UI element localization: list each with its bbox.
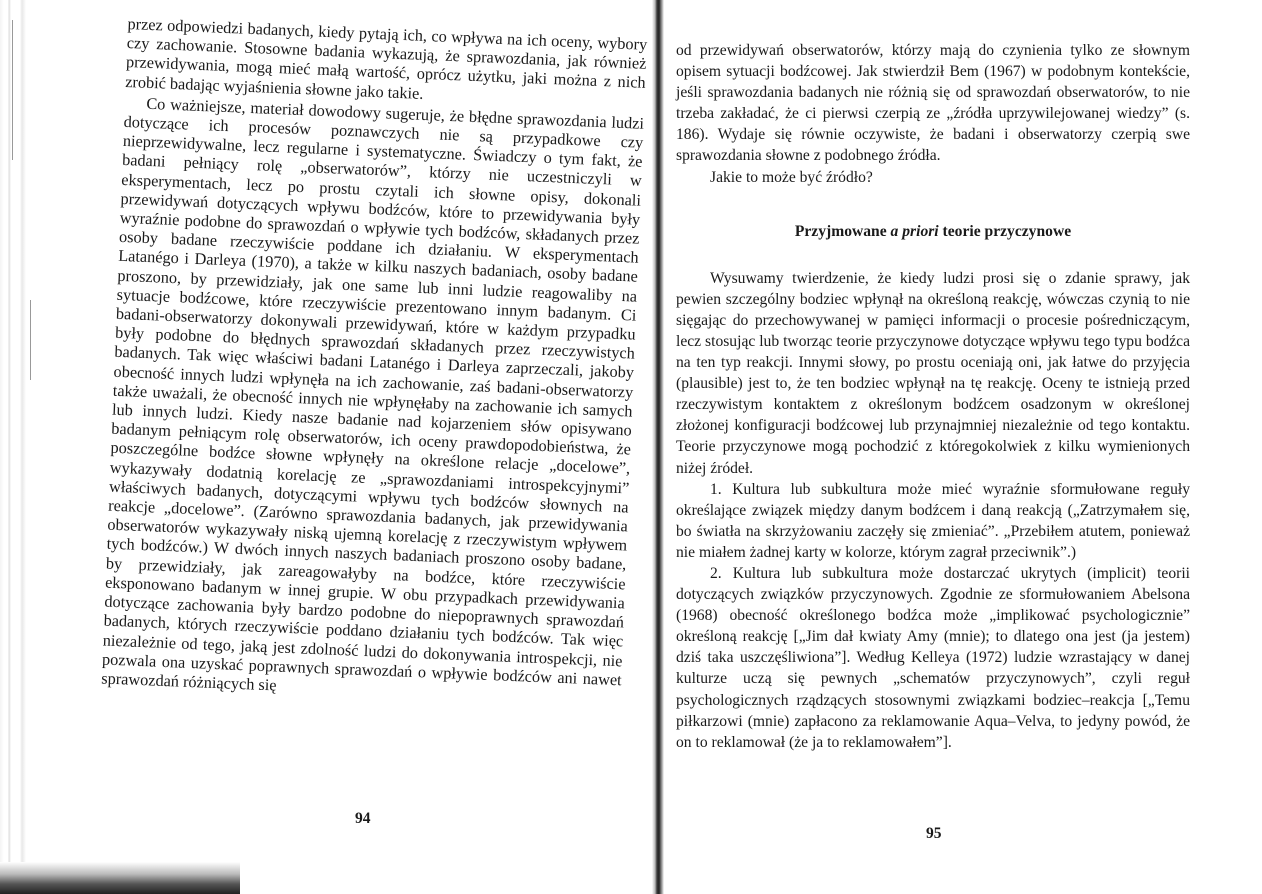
scan-edge-line: [30, 300, 31, 380]
paragraph: Co ważniejsze, materiał dowodowy sugeruje, że błędne sprawozdania ludzi dotyczące ich procesów poznawczych nie są przypadkowe czy nieprzewidywalne, lecz regularne i systematyczne. Świadczy o tym fakt, że badani pełniący rolę „obserwatorów”, którzy nie uczestniczyli w eksperymentach, lecz po prostu czytali ich słowne opisy, dokonali przewidywań dotyczących wpływu bodźców, które to przewidywania były wyraźnie podobne do sprawozdań o wpływie tych bodźców, składanych przez osoby badane rzeczywiście poddane ich działaniu. W eksperymentach Latanégo i Darleya (1970), a także w kilku naszych badaniach, osoby badane proszono, by przewidziały, jak one same lub inni ludzie reagowaliby na sytuacje bodźcowe, które rzeczywiście prezentowano innym badanym. Ci badani-obserwatorzy dokonywali przewidywań, które w każdym przypadku były podobne do błędnych sprawozdań składanych przez rzeczywistych badanych. Tak więc właściwi badani Latanégo i Darleya zaprzeczali, jakoby obecność innych ludzi wpłynęła na ich zachowanie, zaś badani-obserwatorzy także uważali, że obecność innych nie wpłynęłaby na zachowanie ich samych lub innych ludzi. Kiedy nasze badanie nad kojarzeniem słów opisywano badanym pełniącym rolę obserwatorów, ich oceny prawdopodobieństwa, że poszczególne bodźce słowne wpłynęły na określone relacje „docelowe”, wykazywały dodatnią korelację ze „sprawozdaniami introspekcyjnymi” właściwych badanych, dotyczącymi wpływu tych bodźców słownych na reakcje „docelowe”. (Zarówno sprawozdania badanych, jak przewidywania obserwatorów wykazywały niską ujemną korelację z rzeczywistym wpływem tych bodźców.) W dwóch innych naszych badaniach proszono osoby badane, by przewidziały, jak zareagowałyby na bodźce, które rzeczywiście eksponowano badanym w innej grupie. W obu przypadkach przewidywania dotyczące zachowania były bardzo podobne do niepoprawnych sprawozdań badanych, których rzeczywiście poddano działaniu tych bodźców. Tak więc niezależnie od tego, jaką jest zdolność ludzi do dokonywania introspekcji, nie pozwala ona uzyskać poprawnych sprawozdań o wpływie bodźców ani nawet sprawozdań różniących się: [100, 93, 645, 695]
heading-text: Przyjmowane: [794, 222, 887, 240]
scan-edge-bottom: [0, 862, 240, 894]
scan-edge-line: [12, 20, 13, 160]
paragraph: od przewidywań obserwatorów, którzy mają do czynienia tylko ze słownym opisem sytuacji bodźcowej. Jak stwierdził Bem (1967) w podobnym kontekście, jeśli sprawozdania badanych nie różnią się od sprawozdań obserwatorów, to nie trzeba zakładać, że ci pierwsi czerpią ze „źródła uprzywilejowanej wiedzy” (s. 186). Wydaje się równie oczywiste, że badani i obserwatorzy czerpią swe sprawozdania słowne z podobnego źródła.: [676, 42, 1190, 165]
page-number-right: 95: [926, 825, 942, 842]
left-page: [95, 14, 647, 854]
paragraph: Wysuwamy twierdzenie, że kiedy ludzi prosi się o zdanie sprawy, jak pewien szczególny bodziec wpłynął na określoną reakcję, wówczas czynią to nie sięgając do przechowywanej w pamięci informacji o procesie pośredniczącym, lecz stosując lub tworząc teorie przyczynowe dotyczące wpływu tego typu bodźca na ten typ reakcji. Innymi słowy, po prostu oceniają oni, jak łatwe do przyjęcia (plausible) jest to, że ten bodziec wpłynął na tę reakcję. Oceny te istnieją przed rzeczywistym kontaktem z określonym bodźcem osadzonym w określonej złożonej konfiguracji bodźcowej lub przynajmniej niezależnie od tego kontaktu. Teorie przyczynowe mogą pochodzić z któregokolwiek z kilku wymienionych niżej źródeł.: [676, 269, 1190, 477]
page-number-left: 94: [355, 810, 371, 827]
section-heading: [676, 222, 1190, 242]
book-gutter: [652, 0, 664, 894]
heading-italic: a priori: [890, 222, 939, 240]
question: Jakie to może być źródło?: [710, 168, 873, 186]
list-item: 1. Kultura lub subkultura może mieć wyraźnie sformułowane reguły określające związek między danym bodźcem i daną reakcją („Zatrzymałem się, bo światła na skrzyżowaniu zaczęły się zmieniać”. „Przebiłem atutem, ponieważ nie miałem żadnej karty w kolorze, którym zagrał przeciwnik”.): [676, 480, 1190, 561]
right-page: [676, 40, 1190, 753]
paragraph: przez odpowiedzi badanych, kiedy pytają ich, co wpływa na ich oceny, wybory czy zachowanie. Stosowne badania wykazują, że sprawozdania, jak również przewidywania, mogą mieć małą wartość, oprócz użytku, jaki można z nich zrobić badając wyjaśnienia słowne jako takie.: [124, 14, 648, 103]
heading-text: teorie przyczynowe: [942, 222, 1072, 240]
list-item: 2. Kultura lub subkultura może dostarczać ukrytych (implicit) teorii dotyczących związków przyczynowych. Zgodnie ze sformułowaniem Abelsona (1968) obecność określonego bodźca może „implikować psychologicznie” określoną reakcję [„Jim dał kwiaty Amy (mnie); to dlatego ona jest (ja jestem) dziś taka uszczęśliwiona”]. Według Kelleya (1972) ludzie wzrastający w danej kulturze uczą się pewnych „schematów przyczynowych”, czyli reguł psychologicznych rządzących stosownymi związkami bodziec–reakcja [„Temu piłkarzowi (mnie) zapłacono za reklamowanie Aqua–Velva, to jedyny powód, że on to reklamował (że ja to reklamowałem”].: [676, 564, 1190, 751]
scan-edge-left: [0, 0, 40, 894]
